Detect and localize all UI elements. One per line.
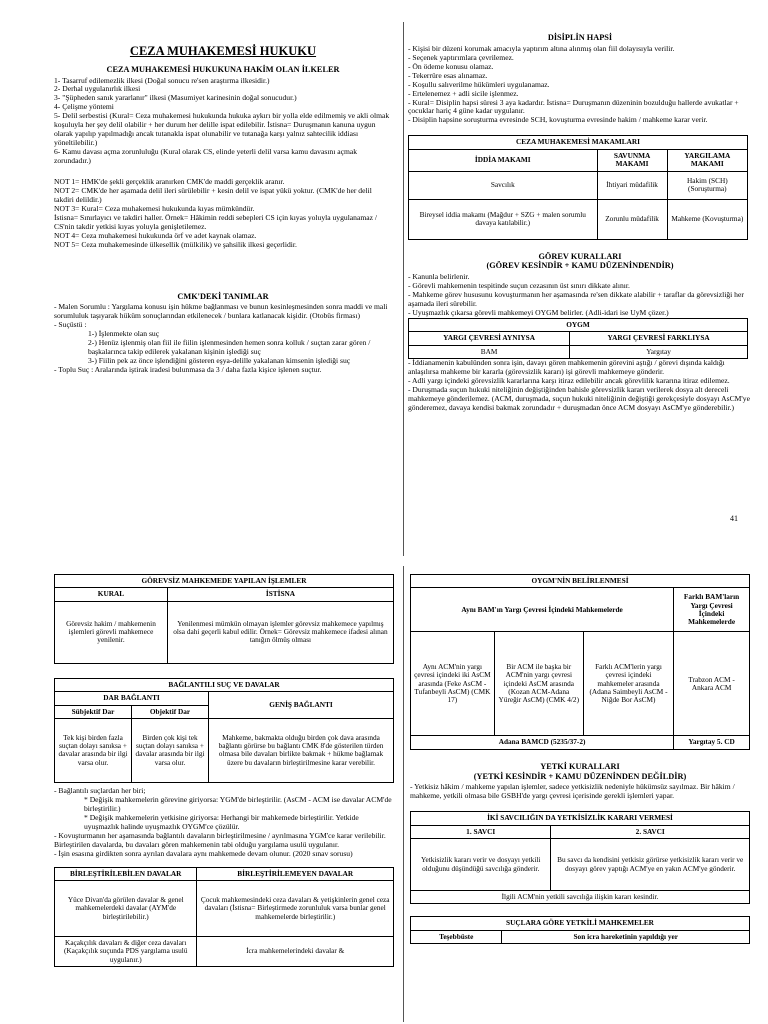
baglantili-item: - Kovuşturmanın her aşamasında bağlantılı davaların birleştirilmesine / ayrılmasına YGM'ce karar verilebilir. Birleştirilen davalarda, bu davaları gören mahkemenin tabi olduğu yargılama usulü uygulanır.	[54, 830, 386, 849]
principles-list	[54, 77, 392, 167]
disiplin-item: - Kişisi bir düzeni korumak amacıyla yaptırım altına alınmış olan fiil dolayısıyla verilir.	[408, 43, 675, 53]
gorev-more-item: - İddianamenin kabulünden sonra işin, davayı gören mahkemenin görevini aştığı / görevi dışında kaldığı anlaşılırsa mahkeme bir kararla (görevsizlik kararı) işi görevli mahkemeye gönderir.	[408, 358, 725, 376]
definition-item: - Suçüstü :	[54, 320, 87, 330]
cmk-heading: CMK'DEKİ TANIMLAR	[177, 291, 269, 301]
makam-header: YARGILAMA MAKAMI	[667, 149, 747, 171]
gorev-item: - Mahkeme görev hususunu kovuşturmanın her aşamasında re'sen dikkate alabilir + taraflar da görevsizliği her aşamada ileri sürebilir.	[408, 290, 744, 308]
note-item: NOT 1= HMK'de şekli gerçeklik aranırken CMK'de maddi gerçeklik aranır.	[54, 177, 285, 187]
page-number: 41	[730, 514, 738, 523]
yetki-heading: YETKİ KURALLARI	[540, 761, 620, 771]
makam-cell: İhtiyari müdafilik	[597, 171, 667, 199]
left-top-column	[54, 36, 392, 375]
makam-cell: Zorunlu müdafilik	[597, 199, 667, 239]
definition-item: 3-) Fiilin pek az önce işlendiğini gösteren eşya-delille yakalanan kimsenin işlediği suç	[88, 356, 351, 366]
principle-item: 4- Çelişme yöntemi	[54, 102, 114, 112]
suclara-table	[410, 916, 750, 944]
baglantili-item: - Bağlantılı suçlardan her biri;	[54, 785, 146, 795]
oygm-cell: BAM	[409, 345, 570, 358]
baglantili-cell: Mahkeme, bakmakta olduğu birden çok dava arasında bağlantı görürse bu bağlantı CMK 8'de gösterilen türden olmasa bile davaları birlikte bakmak + hükme bağlamak üzere bu davaların birleştirilmesine karar verebilir.	[209, 718, 394, 782]
oygm-cell: Yargıtay	[570, 345, 748, 358]
definition-item: 1-) İşlenmekte olan suç	[88, 329, 160, 339]
note-item: NOT 4= Ceza muhakemesi hukukunda örf ve adet kaynak olamaz.	[54, 230, 257, 240]
right-bottom-column	[410, 574, 750, 944]
makam-cell: Hakim (SCH) (Soruşturma)	[667, 171, 747, 199]
oygm-belirlenmesi-cell: Aynı ACM'nin yargı çevresi içindeki iki AsCM arasında (Feke AsCM - Tufanbeyli AsCM) (CMK 17)	[411, 632, 495, 736]
suclara-caption: SUÇLARA GÖRE YETKİLİ MAHKEMELER	[411, 917, 750, 930]
gorev-more-item: - Duruşmada suçun hukuki niteliğinin değiştiğinden bahisle görevsizlik kararı verilerek dosya alt dereceli mahkemeye gönderilemez. (ACM, duruşmada, suçun hukuki niteliğinin değiştiği gerekçesiyle dosyayı AsCM'ye gönderemez, davaya kendisi bakmak zorundadır + duruşmadan önce ACM dosyayı AsCM'ye gönderebilir.)	[408, 384, 750, 412]
definition-item: - Malen Sorumlu : Yargılama konusu işin hükme bağlanması ve bunun kesinleşmesinden sonra maddi ve mali sorumluluk taşıyarak hüküm sonuçlarından etkilenecek / bunlara katlanacak kişidir. (Otobüs firması)	[54, 302, 388, 321]
oygm-header: YARGI ÇEVRESİ AYNIYSA	[409, 332, 570, 345]
notes-list	[54, 178, 392, 250]
definition-item: 2-) Henüz işlenmiş olan fiil ile fiilin işlenmesinden hemen sonra kolluk / suçtan zarar gören / başkalarınca takip edilerek yakalanan kişinin işlediği suç	[88, 338, 371, 357]
oygm-belirlenmesi-footer: Adana BAMCD (5235/37-2)	[411, 736, 674, 749]
column-divider	[403, 22, 404, 1022]
note-item: NOT 3= Kural= Ceza muhakemesi hukukunda kıyas mümkündür.	[54, 203, 255, 213]
oygm-belirlenmesi-header: Farklı BAM'ların Yargı Çevresi İçindeki Mahkemelerde	[674, 588, 750, 632]
makam-cell: Mahkeme (Kovuşturma)	[667, 199, 747, 239]
gorevsiz-cell: Görevsiz hakim / mahkemenin işlemleri görevli mahkemece yenilenir.	[55, 601, 168, 663]
baglantili-item: * Değişik mahkemelerin görevine giriyorsa: YGM'de birleştirilir. (AsCM - ACM ise davalar ACM'de birleştirilir.)	[84, 794, 392, 813]
birlestirme-table	[54, 867, 394, 968]
makam-header: İDDİA MAKAMI	[409, 149, 598, 171]
birlestirme-header: BİRLEŞTİRİLEBİLEN DAVALAR	[55, 867, 197, 880]
savcilik-header: 2. SAVCI	[551, 825, 750, 838]
birlestirme-cell: İcra mahkemelerindeki davalar &	[197, 936, 394, 966]
definition-item: - Toplu Suç : Aralarında iştirak iradesi bulunmasa da 3 / daha fazla kişice işlenen suçtur.	[54, 365, 322, 375]
oygm-belirlenmesi-footer: Yargıtay 5. CD	[674, 736, 750, 749]
savcilik-header: 1. SAVCI	[411, 825, 551, 838]
gorevsiz-table	[54, 574, 394, 664]
disiplin-item: - Tekerrüre esas alınamaz.	[408, 70, 488, 80]
baglantili-header: GENİŞ BAĞLANTI	[209, 692, 394, 719]
gorev-subheading: (GÖREV KESİNDİR + KAMU DÜZENİNDENDİR)	[486, 261, 674, 271]
principle-item: 2- Derhal uygulanırlık ilkesi	[54, 84, 141, 94]
left-bottom-column	[54, 574, 394, 967]
baglantili-subheader: Objektif Dar	[132, 705, 209, 718]
principles-heading: CEZA MUHAKEMESİ HUKUKUNA HAKİM OLAN İLKELER	[106, 64, 340, 74]
oygm-belirlenmesi-cell: Trabzon ACM - Ankara ACM	[674, 632, 750, 736]
document-title: CEZA MUHAKEMESİ HUKUKU	[129, 44, 317, 58]
baglantili-notes	[54, 787, 394, 859]
gorevsiz-cell: Yenilenmesi mümkün olmayan işlemler görevsiz mahkemece yapılmış olsa dahi geçerli kabul edilir. Örnek= Görevsiz mahkemece ifadesi alınan tanığın ölmüş olması	[167, 601, 393, 663]
birlestirme-header: BİRLEŞTİRİLEMEYEN DAVALAR	[197, 867, 394, 880]
oygm-belirlenmesi-table	[410, 574, 750, 750]
gorevsiz-header: KURAL	[55, 588, 168, 601]
right-top-column	[408, 30, 752, 413]
disiplin-item: - Seçenek yaptırımlara çevrilemez.	[408, 52, 514, 62]
oygm-header: YARGI ÇEVRESİ FARKLIYSA	[570, 332, 748, 345]
savcilik-footer: İlgili ACM'nin yetkili savcılığa ilişkin kararı kesindir.	[411, 891, 750, 904]
gorevsiz-caption: GÖREVSİZ MAHKEMEDE YAPILAN İŞLEMLER	[55, 575, 394, 588]
gorev-more-item: - Adli yargı içindeki görevsizlik kararlarına karşı itiraz edilebilir ancak görevlilik kararına itiraz edilemez.	[408, 375, 730, 385]
disiplin-item: - Kural= Disiplin hapsi süresi 3 aya kadardır. İstisna= Duruşmanın düzeninin bozulduğu hallerde avukatlar + çocuklar hariç 4 güne kadar uygulanır.	[408, 97, 739, 116]
makam-cell: Bireysel iddia makamı (Mağdur + SZG + malen sorumlu davaya katılabilir.)	[409, 199, 598, 239]
disiplin-heading: DİSİPLİN HAPSİ	[547, 33, 613, 42]
birlestirme-cell: Kaçakçılık davaları & diğer ceza davaları (Kaçakçılık suçunda PDS yargılama usulü uygulanır.)	[55, 936, 197, 966]
suclara-header: Son icra hareketinin yapıldığı yer	[502, 930, 750, 943]
note-item: NOT 5= Ceza muhakemesinde ülkesellik (mülkilik) ve şahsilik ilkesi geçerlidir.	[54, 239, 297, 249]
page-gap	[0, 556, 768, 566]
oygm-belirlenmesi-header: Aynı BAM'ın Yargı Çevresi İçindeki Mahkemelerde	[411, 588, 674, 632]
makam-cell: Savcılık	[409, 171, 598, 199]
suclara-header: Teşebbüste	[411, 930, 502, 943]
makam-header: SAVUNMA MAKAMI	[597, 149, 667, 171]
oygm-caption: OYGM	[409, 318, 748, 331]
birlestirme-cell: Yüce Divan'da görülen davalar & genel mahkemelerdeki davalar (AYM'de birleştirilebilir.)	[55, 880, 197, 936]
baglantili-caption: BAĞLANTILI SUÇ VE DAVALAR	[55, 678, 394, 691]
savcilik-cell: Bu savcı da kendisini yetkisiz görürse yetkisizlik kararı verir ve dosyayı görev yaptığı ACM'ye en yakın ACM'ye gönderir.	[551, 839, 750, 891]
principle-item: 6- Kamu davası açma zorunluluğu (Kural olarak CS, elinde yeterli delil varsa kamu davasını açmak zorundadır.)	[54, 147, 358, 166]
note-item: İstisna= Sınırlayıcı ve takdiri haller. Örnek= Hâkimin reddi sebepleri CS için kıyas yoluyla uygulanamaz / CS'nin takdir yetkisi kıyas yoluyla genişletilemez.	[54, 212, 377, 231]
savcilik-cell: Yetkisizlik kararı verir ve dosyayı yetkili olduğunu düşündüğü savcılığa gönderir.	[411, 839, 551, 891]
savcilik-caption: İKİ SAVCILIĞIN DA YETKİSİZLİK KARARI VERMESİ	[411, 812, 750, 825]
cmk-definitions	[54, 303, 392, 375]
oygm-belirlenmesi-cell: Bir ACM ile başka bir ACM'nin yargı çevresi içindeki AsCM arasında (Kozan ACM-Adana Yüreğir AsCM) (CMK 4/2)	[494, 632, 583, 736]
makam-table	[408, 135, 748, 239]
gorevsiz-header: İSTİSNA	[167, 588, 393, 601]
principle-item: 5- Delil serbestisi (Kural= Ceza muhakemesi hukukunda hukuka aykırı bir yolla elde edilmemiş ve akli olmak koşuluyla her şey delil olabilir + her durum her delille ispat edilebilir. İstisna= Duruşmanın kanuna uygun olarak yapılıp yapılmadığı ancak tutanakla ispat olunabilir ve tutanağa karşı yalnız sahtecilik iddiası yöneltilebilir.)	[54, 111, 390, 148]
note-item: NOT 2= CMK'de her aşamada delil ileri sürülebilir + kesin delil ve ispat yükü yoktur. (CMK'de her delil takdiri delildir.)	[54, 186, 372, 204]
makam-caption: CEZA MUHAKEMESİ MAKAMLARI	[409, 136, 748, 149]
yetki-text: - Yetkisiz hâkim / mahkeme yapılan işlemler, sadece yetkisizlik nedeniyle hükümsüz sayılmaz. Bir hâkim / mahkeme, yetkili olmasa bile GSBH'de yargı çevresi içerisinde gerekli işlemleri yapar.	[410, 782, 735, 801]
principle-item: 1- Tasarruf edilemezlik ilkesi (Doğal sonucu re'sen araştırma ilkesidir.)	[54, 75, 270, 85]
gorev-item: - Görevli mahkemenin tespitinde suçun cezasının üst sınırı dikkate alınır.	[408, 281, 630, 291]
disiplin-item: - Ön ödeme konusu olamaz.	[408, 61, 494, 71]
baglantili-item: * Değişik mahkemelerin yetkisine giriyorsa: Herhangi bir mahkemede birleştirilir. Yetkide uyuşmazlık halinde uyuşmazlık OYGM'ce çözülür.	[84, 812, 359, 831]
baglantili-cell: Tek kişi birden fazla suçtan dolayı sanıksa + davalar arasında bir ilgi varsa olur.	[55, 718, 132, 782]
gorev-item: - Uyuşmazlık çıkarsa görevli mahkemeyi OYGM belirler. (Adli-idari ise UyM çözer.)	[408, 307, 669, 317]
gorev-heading: GÖREV KURALLARI	[538, 251, 622, 261]
baglantili-cell: Birden çok kişi tek suçtan dolayı sanıksa + davalar arasında bir ilgi varsa olur.	[132, 718, 209, 782]
oygm-belirlenmesi-cell: Farklı ACM'lerin yargı çevresi içindeki mahkemeler arasında (Adana Saimbeyli AsCM - Niğde Bor AsCM)	[583, 632, 673, 736]
oygm-table	[408, 318, 748, 359]
savcilik-table	[410, 811, 750, 904]
gorev-item: - Kanunla belirlenir.	[408, 272, 470, 282]
disiplin-item: - Ertelenemez + adli sicile işlenmez.	[408, 88, 519, 98]
birlestirme-cell: Çocuk mahkemesindeki ceza davaları & yetişkinlerin genel ceza davaları (İstisna= Birleştirmede zorunluluk varsa bunlar genel mahkemelerde birleştirilir.)	[197, 880, 394, 936]
yetki-subheading: (YETKİ KESİNDİR + KAMU DÜZENİNDEN DEĞİLDİR)	[473, 771, 687, 781]
disiplin-item: - Koşullu salıverilme hükümleri uygulanamaz.	[408, 79, 550, 89]
baglantili-item: - İşin esasına girdikten sonra ayrılan davalara aynı mahkemede devam olunur. (2020 sınav sorusu)	[54, 848, 353, 858]
principle-item: 3- "Şüpheden sanık yararlanır" ilkesi (Masumiyet karinesinin doğal sonucudur.)	[54, 93, 297, 103]
baglantili-table	[54, 678, 394, 783]
disiplin-item: - Disiplin hapsine soruşturma evresinde SCH, kovuşturma evresinde hakim / mahkeme karar verir.	[408, 115, 708, 125]
baglantili-subheader: Sübjektif Dar	[55, 705, 132, 718]
oygm-belirlenmesi-caption: OYGM'NİN BELİRLENMESİ	[411, 575, 750, 588]
baglantili-header: DAR BAĞLANTI	[55, 692, 209, 705]
